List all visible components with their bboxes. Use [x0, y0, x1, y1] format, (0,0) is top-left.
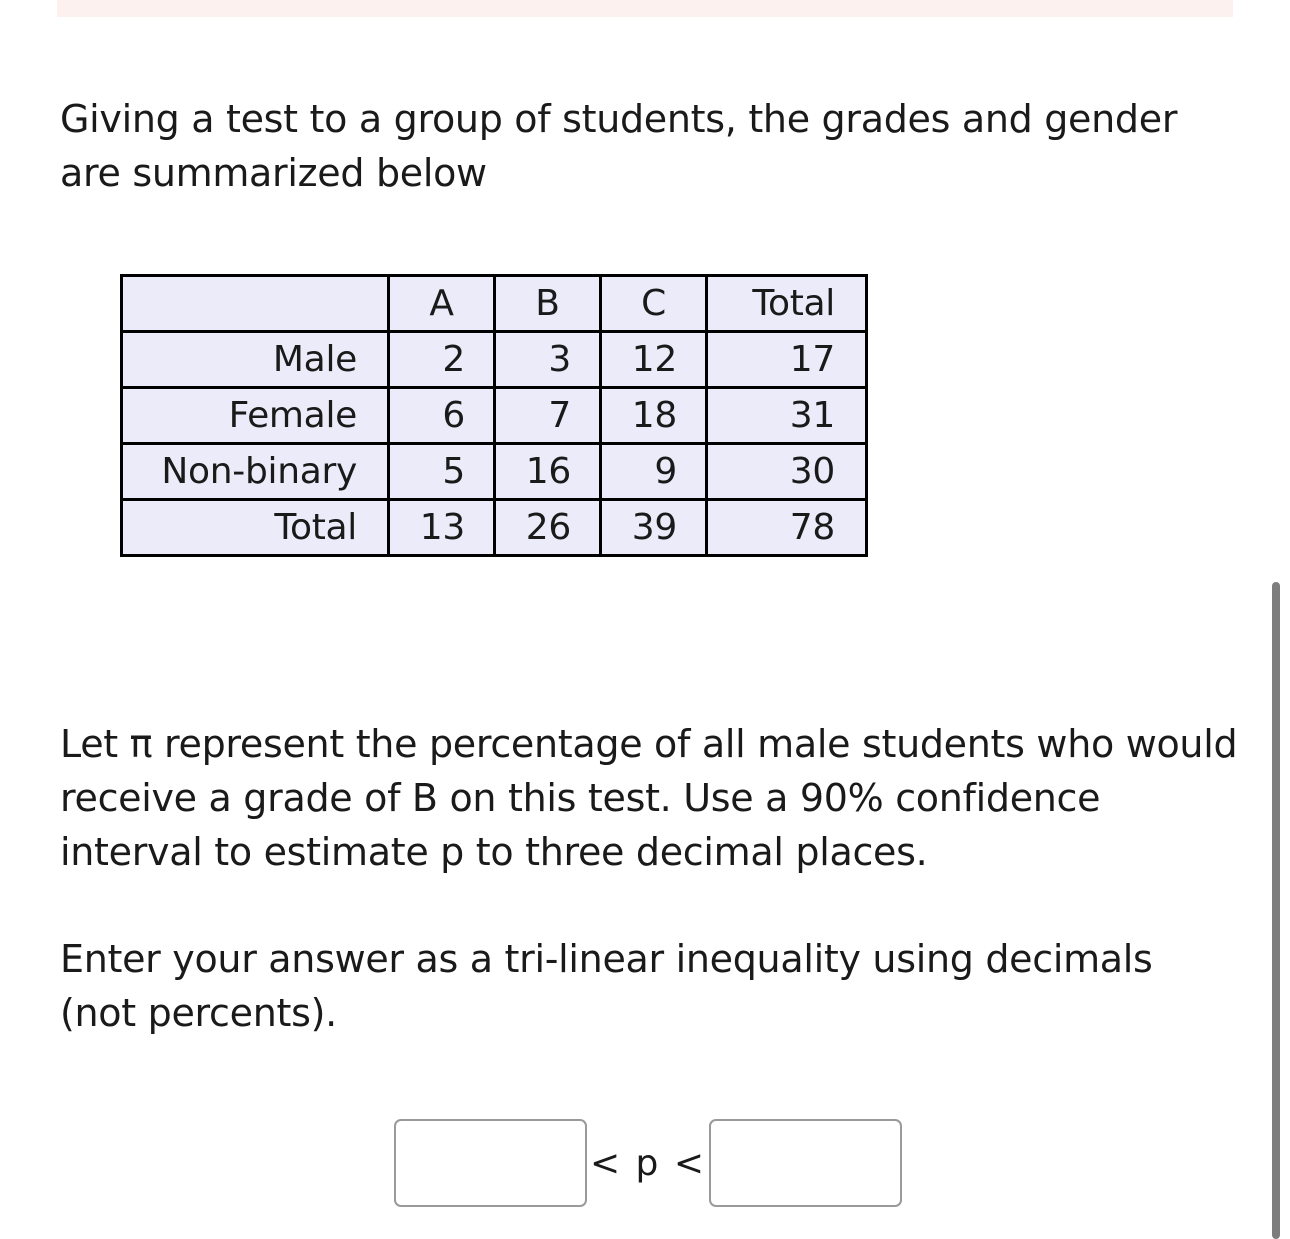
question-text: Let π represent the percentage of all male students who would receive a grade of B on this test. Use a 90% confidence interval to estimate p to three decimal places. — [60, 722, 1238, 874]
row-label: Total — [122, 500, 389, 556]
row-label: Non-binary — [122, 444, 389, 500]
table-cell: 12 — [601, 332, 707, 388]
lower-bound-input[interactable] — [394, 1119, 587, 1207]
table-header-cell: A — [389, 276, 495, 332]
row-label: Female — [122, 388, 389, 444]
table-row — [122, 500, 867, 556]
table-header-cell — [122, 276, 389, 332]
table-header-cell: B — [495, 276, 601, 332]
table-row — [122, 388, 867, 444]
table-cell: 9 — [601, 444, 707, 500]
table-cell: 7 — [495, 388, 601, 444]
table-header-cell: C — [601, 276, 707, 332]
table-cell: 6 — [389, 388, 495, 444]
table-cell: 5 — [389, 444, 495, 500]
top-banner — [57, 0, 1233, 17]
table-cell: 13 — [389, 500, 495, 556]
table-row — [122, 444, 867, 500]
table-cell: 18 — [601, 388, 707, 444]
intro-text: Giving a test to a group of students, the grades and gender are summarized below — [60, 97, 1178, 195]
table-cell: 3 — [495, 332, 601, 388]
table-cell: 17 — [707, 332, 867, 388]
inequality-separator: < p < — [589, 1142, 707, 1184]
table-header-cell: Total — [707, 276, 867, 332]
row-label: Male — [122, 332, 389, 388]
grades-gender-table — [120, 274, 868, 557]
vertical-scrollbar[interactable] — [1272, 582, 1280, 1239]
table-cell: 26 — [495, 500, 601, 556]
upper-bound-input[interactable] — [709, 1119, 902, 1207]
table-cell: 39 — [601, 500, 707, 556]
table-cell: 31 — [707, 388, 867, 444]
instruction-text: Enter your answer as a tri-linear inequality using decimals (not percents). — [60, 937, 1153, 1035]
table-cell: 30 — [707, 444, 867, 500]
table-cell: 2 — [389, 332, 495, 388]
table-cell: 16 — [495, 444, 601, 500]
answer-inequality — [394, 1118, 902, 1208]
table-cell: 78 — [707, 500, 867, 556]
table-row — [122, 332, 867, 388]
table-header-row — [122, 276, 867, 332]
